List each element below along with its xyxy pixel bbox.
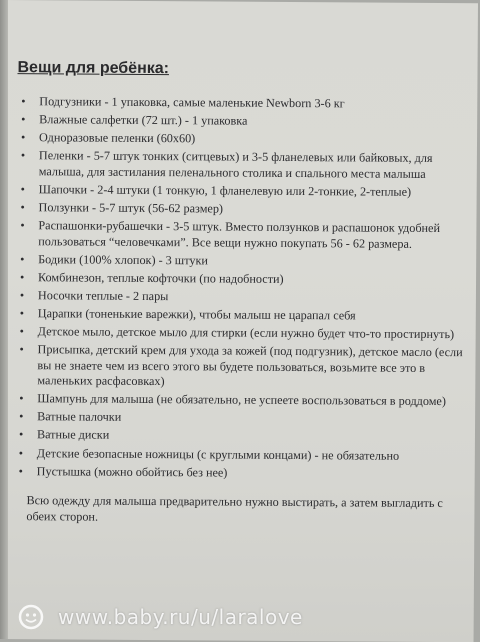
list-item: • Детские безопасные ножницы (с круглыми концами) - не обязательно [37, 446, 467, 465]
list-item: • Одноразовые пеленки (60х60) [39, 130, 469, 149]
footer-note: Всю одежду для малыша предварительно нужно выстирать, а затем выгладить с обеих сторон. [26, 493, 443, 524]
list-item: • Носочки теплые - 2 пары [38, 288, 468, 307]
list-item: • Комбинезон, теплые кофточки (по надобности) [38, 270, 468, 289]
list-item: • Влажные салфетки (72 шт.) - 1 упаковка [39, 112, 469, 131]
list-item: • Ватные палочки [37, 410, 467, 429]
document-title: Вещи для ребёнка: [17, 59, 170, 78]
list-item: • Шампунь для малыша (не обязательно, не успеете воспользоваться в роддоме) [37, 391, 467, 410]
list-item: • Пустышка (можно обойтись без нее) [37, 464, 467, 483]
watermark [18, 603, 458, 631]
list-item: • Распашонки-рубашечки - 3-5 штук. Вместо ползунков и распашонок удобней пользоваться “человечками”. Все вещи нужно покупать 56 - 62 размера. [38, 218, 468, 252]
list-item: • Присыпка, детский крем для ухода за кожей (под подгузник), детское масло (если вы не знаете чем из всего этого вы будете пользоваться, возьмите все это в маленьких расфасовках) [37, 342, 467, 392]
list-item: • Шапочки - 2-4 штуки (1 тонкую, 1 фланелевую или 2-тонкие, 2-теплые) [39, 182, 469, 201]
list-item: • Детское мыло, детское мыло для стирки (если нужно будет что-то простирнуть) [38, 324, 468, 343]
list-item: • Ватные диски [37, 428, 467, 447]
paper-sheet [2, 0, 478, 642]
list-item: • Царапки (тоненькие варежки), чтобы малыш не царапал себя [38, 306, 468, 325]
list-item: • Ползунки - 5-7 штук (56-62 размер) [38, 200, 468, 219]
baby-logo-icon [18, 604, 44, 630]
shadow-edge [0, 0, 8, 639]
watermark-text: www.baby.ru/u/laralove [58, 605, 303, 629]
items-list [37, 94, 470, 485]
list-item: • Бодики (100% хлопок) - 3 штуки [38, 252, 468, 271]
list-item: • Подгузники - 1 упаковка, самые маленькие Newborn 3-6 кг [39, 94, 469, 113]
list-item: • Пеленки - 5-7 штук тонких (ситцевых) и 3-5 фланелевых или байковых, для малыша, для застилания пеленального столика и спального места малыша [39, 149, 469, 183]
